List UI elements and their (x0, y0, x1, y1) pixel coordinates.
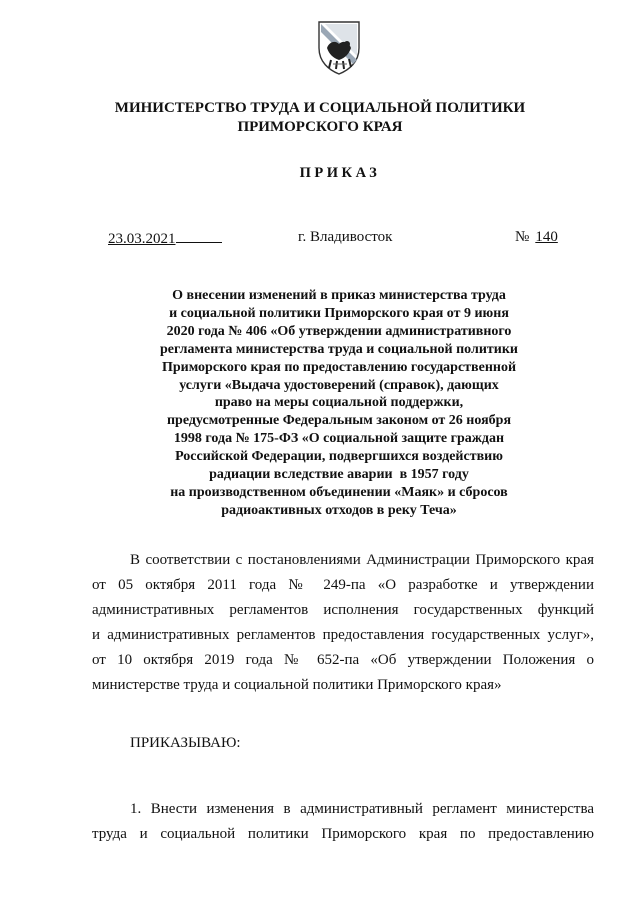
subject-line: право на меры социальной поддержки, (214, 395, 464, 411)
order-city: г. Владивосток (298, 229, 393, 245)
ministry-name (100, 99, 540, 137)
subject-line: Российской Федерации, подвергшихся воздействию (175, 449, 503, 465)
subject-line: радиоактивных отходов в реку Теча» (221, 502, 457, 518)
subject-line: Приморского края по предоставлению государственной (161, 359, 517, 375)
order-number (515, 229, 558, 246)
preamble-line: В соответствии с постановлениями Администрации Приморского края (130, 552, 594, 568)
subject-line: радиации вследствие аварии в 1957 году (209, 467, 469, 483)
subject-line: услуги «Выдача удостоверений (справок), дающих (179, 377, 499, 393)
primorsky-krai-coat-of-arms-icon (313, 18, 365, 76)
order-subject (140, 287, 538, 520)
order-title: ПРИКАЗ (299, 165, 381, 181)
order-item-line: труда и социальной политики Приморского края по предоставлению (92, 826, 594, 842)
subject-line: О внесении изменений в приказ министерства труда (172, 288, 506, 303)
preamble-line: от 05 октября 2011 года № 249-па «О разработке и утверждении (92, 577, 594, 593)
subject-line: предусмотренные Федеральным законом от 26 ноября (166, 413, 512, 429)
subject-line: 2020 года № 406 «Об утверждении административного (166, 323, 512, 339)
order-number-value: 140 (535, 229, 558, 245)
preamble-line: административных регламентов исполнения государственных функций (92, 602, 594, 618)
subject-line: на производственном объединении «Маяк» и сбросов (170, 484, 508, 500)
preamble-line: от 10 октября 2019 года № 652-па «Об утверждении Положения о (92, 652, 594, 668)
order-item-1 (92, 797, 594, 847)
preamble-paragraph (92, 548, 594, 698)
order-item-line: 1. Внести изменения в административный регламент министерства (130, 801, 594, 817)
order-date (108, 229, 222, 248)
ministry-name-line: МИНИСТЕРСТВО ТРУДА И СОЦИАЛЬНОЙ ПОЛИТИКИ (114, 100, 526, 116)
subject-line: регламента министерства труда и социальной политики (160, 341, 518, 357)
preamble-line: и административных регламентов предоставления государственных услуг», (92, 627, 594, 643)
order-date-underline (176, 229, 222, 243)
preamble-line: министерстве труда и социальной политики Приморского края» (92, 677, 502, 693)
order-date-value: 23.03.2021 (108, 231, 176, 247)
subject-line: 1998 года № 175-ФЗ «О социальной защите граждан (173, 431, 505, 447)
orders-word: ПРИКАЗЫВАЮ: (130, 735, 241, 751)
ministry-name-line: ПРИМОРСКОГО КРАЯ (237, 119, 403, 135)
order-number-label: № (515, 229, 530, 245)
subject-line: и социальной политики Приморского края от 9 июня (169, 305, 509, 321)
